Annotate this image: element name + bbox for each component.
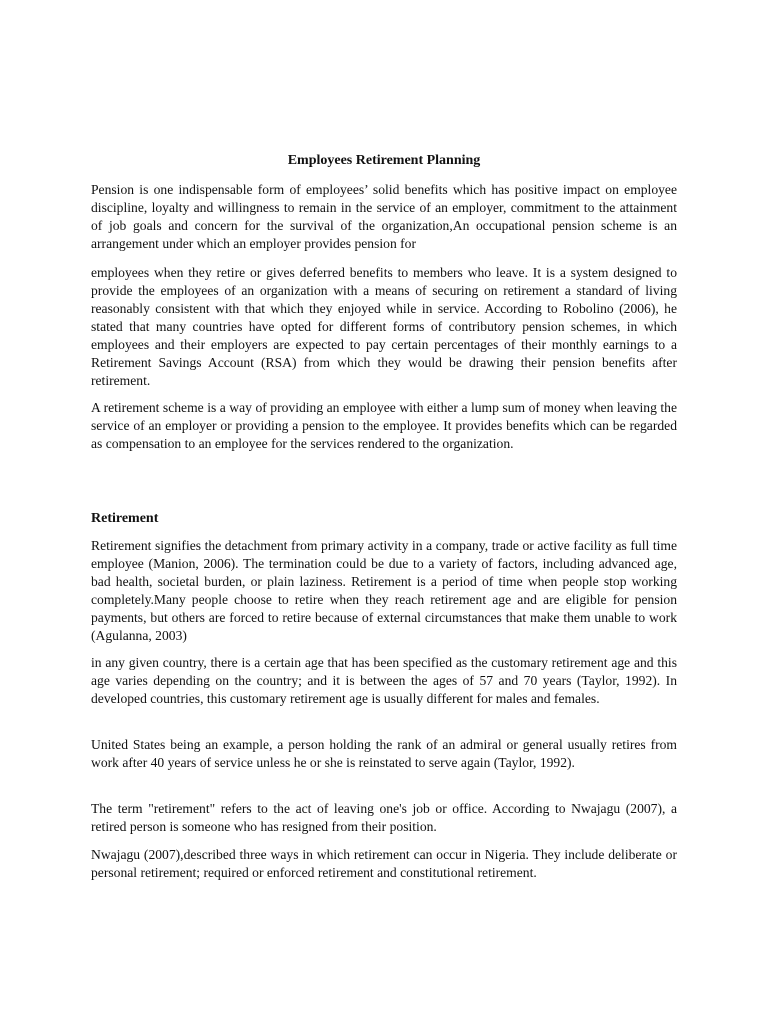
paragraph-nigeria-retirement-types: Nwajagu (2007),described three ways in which retirement can occur in Nigeria. They include deliberate or personal retirement; required or enforced retirement and constitutional retirement. (91, 847, 677, 880)
document-title: Employees Retirement Planning (287, 153, 481, 168)
paragraph-retirement-definition: Retirement signifies the detachment from primary activity in a company, trade or active facility as full time employee (Manion, 2006). The termination could be due to a variety of factors, including advanced age, bad health, societal burden, or plain laziness. Retirement is a period of time when people stop working completely.Many people choose to retire when they reach retirement age and are eligible for pension payments, but others are forced to retire because of external circumstances that make them unable to work (Agulanna, 2003) (91, 538, 677, 643)
paragraph-retirement-term: The term "retirement" refers to the act of leaving one's job or office. According to Nwajagu (2007), a retired person is someone who has resigned from their position. (91, 801, 677, 834)
paragraph-retirement-age: in any given country, there is a certain age that has been specified as the customary retirement age and this age varies depending on the country; and it is between the ages of 57 and 70 years (Taylor, 1992). In developed countries, this customary retirement age is usually different for males and females. (91, 655, 677, 706)
paragraph-occupational-pension: employees when they retire or gives deferred benefits to members who leave. It is a system designed to provide the employees of an organization with a means of securing on retirement a standard of living reasonably consistent with that which they enjoyed while in service. According to Robolino (2006), he stated that many countries have opted for different forms of contributory pension schemes, in which employees and their employers are expected to pay certain percentages of their monthly earnings to a Retirement Savings Account (RSA) from which they would be drawing their pension benefits after retirement. (91, 265, 677, 388)
paragraph-united-states-example: United States being an example, a person holding the rank of an admiral or general usually retires from work after 40 years of service unless he or she is reinstated to serve again (Taylor, 1992). (91, 737, 677, 770)
paragraph-retirement-scheme: A retirement scheme is a way of providing an employee with either a lump sum of money when leaving the service of an employer or providing a pension to the employee. It provides benefits which can be regarded as compensation to an employee for the services rendered to the organization. (91, 400, 677, 451)
section-heading-retirement: Retirement (91, 511, 159, 526)
paragraph-pension-intro: Pension is one indispensable form of employees’ solid benefits which has positive impact on employee discipline, loyalty and willingness to remain in the service of an employer, commitment to the attainment of job goals and concern for the survival of the organization,An occupational pension scheme is an arrangement under which an employer provides pension for (91, 182, 677, 251)
